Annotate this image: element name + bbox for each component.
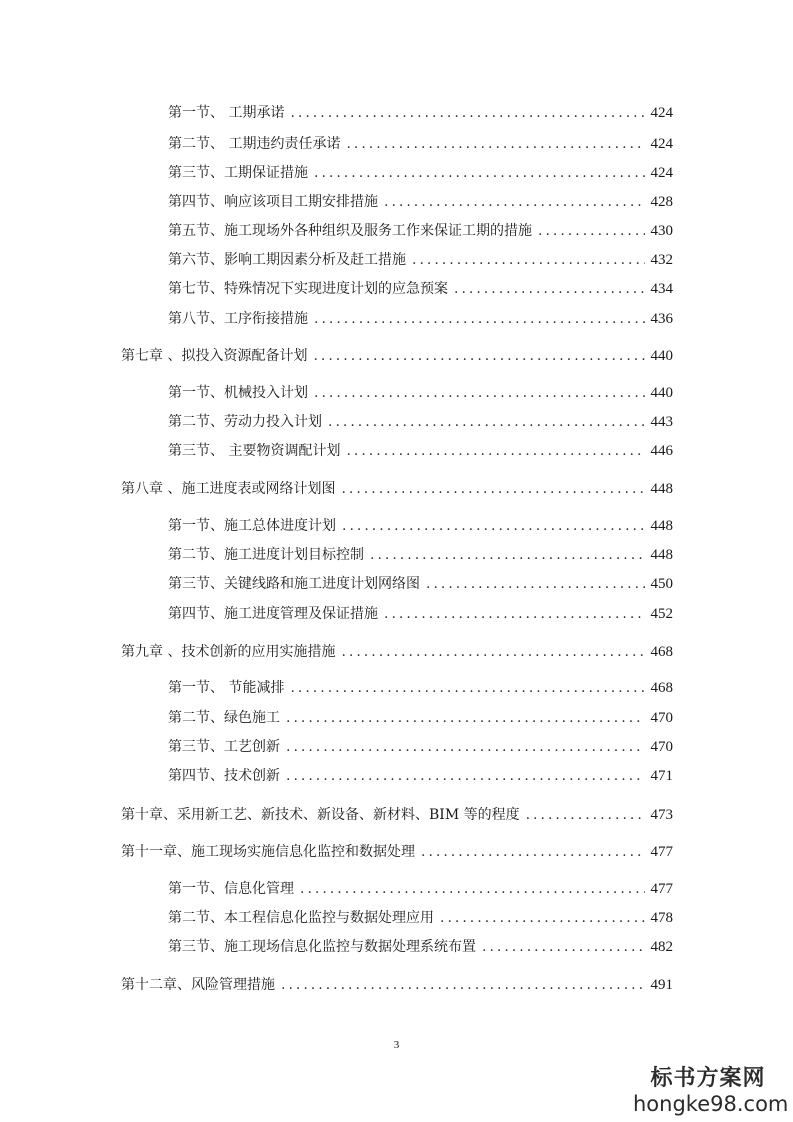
toc-title: 第二节、施工进度计划目标控制: [168, 547, 364, 563]
leader-dots: [314, 309, 645, 329]
leader-dots: [286, 708, 645, 728]
leader-dots: [314, 383, 645, 403]
toc-page: 477: [650, 881, 673, 897]
leader-dots: [384, 604, 645, 624]
toc-title: 第十一章、施工现场实施信息化监控和数据处理: [121, 844, 415, 860]
toc-page: 440: [650, 348, 673, 364]
toc-entry: [168, 574, 673, 594]
leader-dots: [412, 250, 645, 270]
toc-page: 424: [650, 165, 673, 181]
leader-dots: [313, 346, 644, 366]
leader-dots: [286, 766, 645, 786]
leader-dots: [538, 221, 645, 241]
toc-page: 432: [650, 252, 673, 268]
leader-dots: [526, 805, 645, 825]
leader-dots: [342, 516, 645, 536]
leader-dots: [300, 879, 645, 899]
toc-page: 450: [650, 576, 673, 592]
toc-entry: [168, 163, 673, 183]
toc-title: 第十章、采用新工艺、新技术、新设备、新材料、BIM 等的程度: [121, 807, 520, 823]
leader-dots: [286, 737, 645, 757]
toc-entry: [168, 678, 673, 698]
watermark-line-cn: 标书方案网: [650, 1066, 766, 1091]
toc-title: 第二节、本工程信息化监控与数据处理应用: [168, 910, 434, 926]
toc-page: 491: [650, 977, 673, 993]
toc-entry: [168, 221, 673, 241]
toc-page: 428: [650, 194, 673, 210]
toc-entry: [168, 309, 673, 329]
toc-page: 443: [650, 414, 673, 430]
toc-chapter: [121, 842, 673, 862]
toc-page: 468: [650, 680, 673, 696]
toc-title: 第三节、 主要物资调配计划: [168, 443, 341, 459]
toc-title: 第三节、工艺创新: [168, 739, 280, 755]
toc-page: 424: [650, 105, 673, 121]
toc-entry: [168, 908, 673, 928]
toc-page: 448: [650, 547, 673, 563]
toc-page: 430: [650, 223, 673, 239]
toc-title: 第七节、特殊情况下实现进度计划的应急预案: [168, 281, 448, 297]
toc-page: 477: [650, 844, 673, 860]
leader-dots: [482, 937, 645, 957]
leader-dots: [341, 479, 644, 499]
toc-page: 470: [650, 739, 673, 755]
toc-page: 446: [650, 443, 673, 459]
watermark-line-url: hongke98.com: [633, 1092, 789, 1116]
toc-page: 436: [650, 311, 673, 327]
leader-dots: [426, 574, 645, 594]
toc-title: 第二节、劳动力投入计划: [168, 414, 322, 430]
toc-page: 478: [650, 910, 673, 926]
leader-dots: [341, 642, 644, 662]
toc-page: 424: [650, 136, 673, 152]
toc-title: 第一节、信息化管理: [168, 881, 294, 897]
toc-entry: [168, 516, 673, 536]
watermark-logo: [633, 1066, 789, 1116]
toc-title: 第四节、技术创新: [168, 768, 280, 784]
leader-dots: [281, 975, 645, 995]
toc-title: 第二节、绿色施工: [168, 710, 280, 726]
toc-entry: [168, 134, 673, 154]
toc-title: 第三节、关键线路和施工进度计划网络图: [168, 576, 420, 592]
toc-chapter: [121, 975, 673, 995]
toc-title: 第四节、施工进度管理及保证措施: [168, 606, 378, 622]
leader-dots: [440, 908, 645, 928]
toc-page: 448: [650, 518, 673, 534]
toc-entry: [168, 766, 673, 786]
toc-entry: [168, 604, 673, 624]
toc-page: 473: [650, 807, 673, 823]
toc-title: 第五节、施工现场外各种组织及服务工作来保证工期的措施: [168, 223, 532, 239]
toc-title: 第一节、 工期承诺: [168, 105, 285, 121]
toc-chapter: [121, 479, 673, 499]
toc-page: 470: [650, 710, 673, 726]
toc-title: 第九章 、技术创新的应用实施措施: [121, 644, 336, 660]
toc-entry: [168, 737, 673, 757]
toc-page: 468: [650, 644, 673, 660]
toc-title: 第十二章、风险管理措施: [121, 977, 275, 993]
toc-chapter: [121, 346, 673, 366]
toc-chapter: [121, 805, 673, 825]
toc-title: 第一节、施工总体进度计划: [168, 518, 336, 534]
leader-dots: [290, 103, 644, 123]
leader-dots: [384, 192, 645, 212]
toc-title: 第六节、影响工期因素分析及赶工措施: [168, 252, 406, 268]
leader-dots: [454, 279, 645, 299]
toc-title: 第八章 、施工进度表或网络计划图: [121, 481, 336, 497]
toc-title: 第一节、机械投入计划: [168, 385, 308, 401]
toc-page: 448: [650, 481, 673, 497]
leader-dots: [314, 163, 645, 183]
toc-entry: [168, 279, 673, 299]
toc-title: 第四节、响应该项目工期安排措施: [168, 194, 378, 210]
toc-page: 471: [650, 768, 673, 784]
toc-entry: [168, 412, 673, 432]
toc-title: 第三节、工期保证措施: [168, 165, 308, 181]
toc-entry: [168, 383, 673, 403]
toc-entry: [168, 441, 673, 461]
toc-page: 452: [650, 606, 673, 622]
toc-title: 第三节、施工现场信息化监控与数据处理系统布置: [168, 939, 476, 955]
page-number: 3: [393, 1039, 400, 1051]
toc-page: 434: [650, 281, 673, 297]
leader-dots: [421, 842, 645, 862]
toc-entry: [168, 879, 673, 899]
toc-entry: [168, 103, 673, 123]
toc-page: 482: [650, 939, 673, 955]
toc-entry: [168, 937, 673, 957]
toc-chapter: [121, 642, 673, 662]
leader-dots: [290, 678, 644, 698]
leader-dots: [370, 545, 645, 565]
toc-title: 第一节、 节能减排: [168, 680, 285, 696]
leader-dots: [328, 412, 645, 432]
toc-title: 第七章 、拟投入资源配备计划: [121, 348, 308, 364]
leader-dots: [346, 441, 644, 461]
toc-title: 第八节、工序衔接措施: [168, 311, 308, 327]
toc-entry: [168, 545, 673, 565]
toc-entry: [168, 708, 673, 728]
leader-dots: [346, 134, 644, 154]
toc-entry: [168, 192, 673, 212]
toc-title: 第二节、 工期违约责任承诺: [168, 136, 341, 152]
toc-page: 440: [650, 385, 673, 401]
toc-entry: [168, 250, 673, 270]
